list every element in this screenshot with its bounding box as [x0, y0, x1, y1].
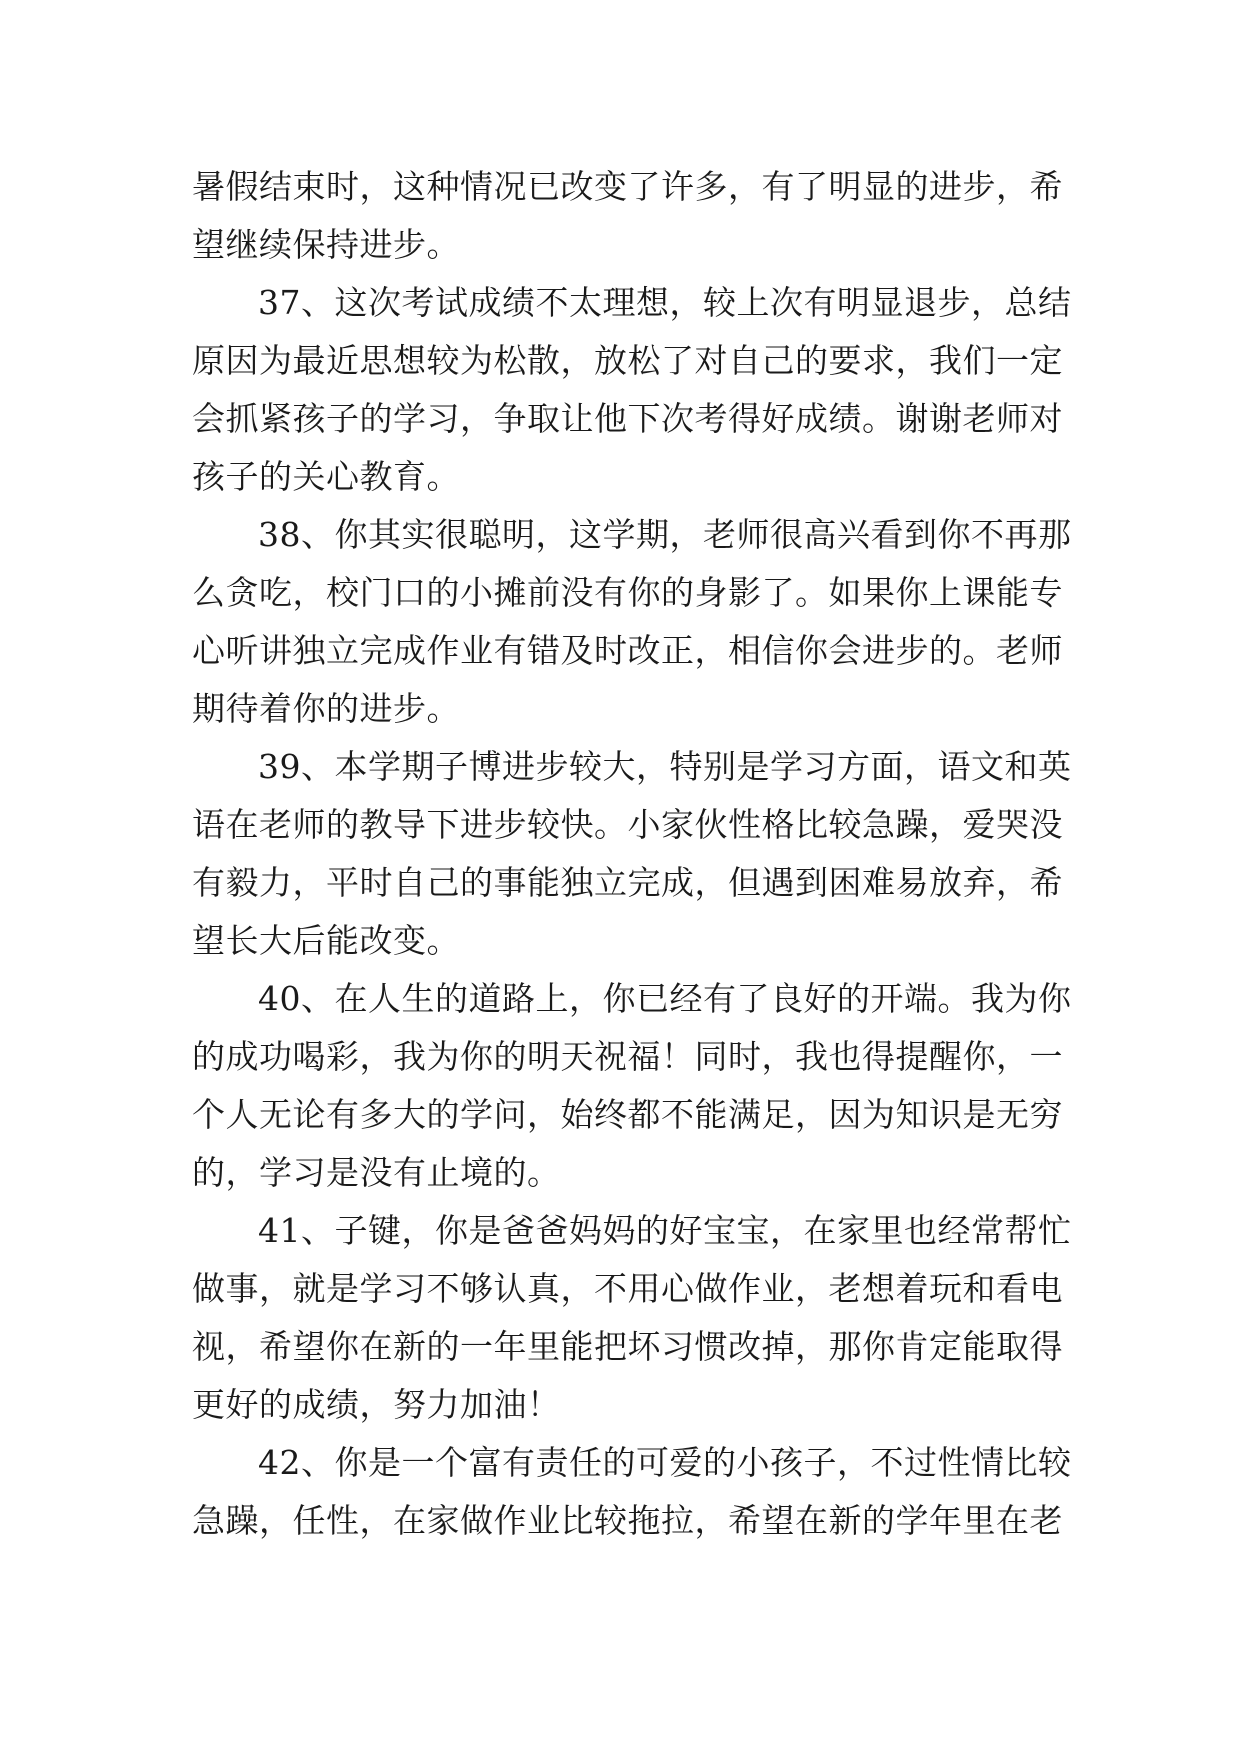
text-line: 的成功喝彩，我为你的明天祝福！同时，我也得提醒你，一 — [192, 1037, 1063, 1076]
text-line: 孩子的关心教育。 — [192, 457, 460, 496]
text-line: 语在老师的教导下进步较快。小家伙性格比较急躁，爱哭没 — [192, 805, 1063, 844]
text-line: 41、子键，你是爸爸妈妈的好宝宝，在家里也经常帮忙 — [258, 1211, 1072, 1250]
text-line: 有毅力，平时自己的事能独立完成，但遇到困难易放弃，希 — [192, 863, 1063, 902]
text-line: 42、你是一个富有责任的可爱的小孩子，不过性情比较 — [258, 1443, 1072, 1482]
text-line: 期待着你的进步。 — [192, 689, 460, 728]
text-line: 会抓紧孩子的学习，争取让他下次考得好成绩。谢谢老师对 — [192, 399, 1063, 438]
text-line: 急躁，任性，在家做作业比较拖拉，希望在新的学年里在老 — [192, 1501, 1063, 1540]
text-line: 望长大后能改变。 — [192, 921, 460, 960]
text-line: 的，学习是没有止境的。 — [192, 1153, 561, 1192]
text-line: 么贪吃，校门口的小摊前没有你的身影了。如果你上课能专 — [192, 573, 1063, 612]
text-line: 原因为最近思想较为松散，放松了对自己的要求，我们一定 — [192, 341, 1063, 380]
text-line: 心听讲独立完成作业有错及时改正，相信你会进步的。老师 — [192, 631, 1063, 670]
text-line: 视，希望你在新的一年里能把坏习惯改掉，那你肯定能取得 — [192, 1327, 1063, 1366]
text-line: 暑假结束时，这种情况已改变了许多，有了明显的进步，希 — [192, 167, 1063, 206]
text-line: 做事，就是学习不够认真，不用心做作业，老想着玩和看电 — [192, 1269, 1063, 1308]
text-line: 37、这次考试成绩不太理想，较上次有明显退步，总结 — [258, 283, 1072, 322]
document-body — [192, 158, 1072, 1550]
text-line: 38、你其实很聪明，这学期，老师很高兴看到你不再那 — [258, 515, 1072, 554]
text-line: 望继续保持进步。 — [192, 225, 460, 264]
text-line: 39、本学期子博进步较大，特别是学习方面，语文和英 — [258, 747, 1072, 786]
text-line: 个人无论有多大的学问，始终都不能满足，因为知识是无穷 — [192, 1095, 1063, 1134]
text-line: 40、在人生的道路上，你已经有了良好的开端。我为你 — [258, 979, 1072, 1018]
text-line: 更好的成绩，努力加油！ — [192, 1385, 561, 1424]
